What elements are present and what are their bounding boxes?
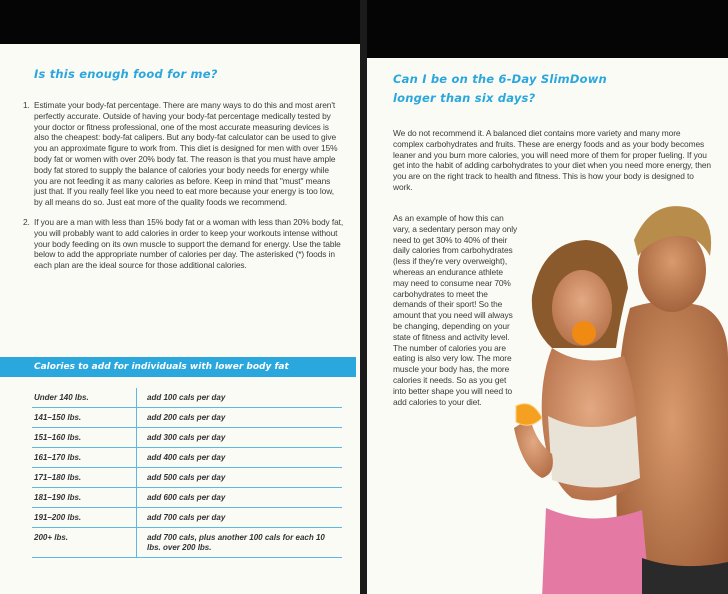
page-gutter bbox=[360, 0, 367, 594]
list-item: 2. If you are a man with less than 15% body fat or a woman with less than 20% body fat, you will probably want to add calories in order to keep your workouts intense without your body feeding on its own muscle to support the demand for energy. Use the table below to add the appropriate number of calories per day. The asterisked (*) foods in each plan are the ideal source for those additional calories. bbox=[32, 217, 344, 271]
calories-cell: add 100 cals per day bbox=[137, 388, 343, 408]
weight-cell: 200+ lbs. bbox=[32, 528, 137, 558]
table-row bbox=[32, 408, 342, 428]
weight-cell: 171–180 lbs. bbox=[32, 468, 137, 488]
right-page bbox=[367, 0, 728, 594]
couple-photo bbox=[512, 178, 728, 594]
table-row bbox=[32, 448, 342, 468]
left-heading: Is this enough food for me? bbox=[34, 67, 218, 81]
list-item: 1. Estimate your body-fat percentage. There are many ways to do this and most aren't perfectly accurate. Outside of having your body-fat percentage medically tested by your doctor or fitness professional, one of the most accurate measuring devices is also the cheapest: body-fat calipers. But any body-fat calculator can be used to give you an approximate figure to work from. This diet is designed for men with over 15% body fat or women with over 20% body fat. The reason is that you must have ample body fat stored to supply the balance of calories your body needs for energy while you are not feeding it as many calories as before. Keep in mind that "must" means just that. If you really feel like you need to eat more because your energy is too low, by all means do so. Just eat more of the quality foods we recommend. bbox=[32, 100, 344, 208]
calories-cell: add 400 cals per day bbox=[137, 448, 343, 468]
calories-cell: add 200 cals per day bbox=[137, 408, 343, 428]
weight-cell: 181–190 lbs. bbox=[32, 488, 137, 508]
paragraph-intro: We do not recommend it. A balanced diet contains more variety and many more complex carbohydrates and fruits. These are energy foods and as your body becomes leaner and you burn more calories, you will need more of them for proper fueling. If you get into the habit of adding carbohydrates to your diet when you need more energy, then you are on the right track to health and fitness. This is how your body is designed to work. bbox=[393, 128, 711, 192]
table-row bbox=[32, 508, 342, 528]
calories-cell: add 600 cals per day bbox=[137, 488, 343, 508]
paragraph-example: As an example of how this can vary, a sedentary person may only need to get 30% to 40% of their daily calories from carbohydrates (less if they're very overweight), whereas an endurance athlete may need to consume near 70% carbohydrates to meet the demands of their sport! So the amount that you need will always be changing, depending on your state of fitness and activity level. The number of calories you are eating is also very low. The more muscle your body has, the more calories it needs. So as you get into better shape you will need to add calories to your diet. bbox=[393, 213, 518, 407]
weight-cell: 151–160 lbs. bbox=[32, 428, 137, 448]
weight-cell: 141–150 lbs. bbox=[32, 408, 137, 428]
table-row bbox=[32, 488, 342, 508]
numbered-list bbox=[18, 100, 344, 280]
table-row bbox=[32, 528, 342, 558]
woman-skirt bbox=[542, 508, 650, 594]
left-page bbox=[0, 0, 360, 594]
table-row bbox=[32, 428, 342, 448]
table-heading-band: Calories to add for individuals with lower body fat bbox=[0, 357, 356, 377]
calories-cell: add 500 cals per day bbox=[137, 468, 343, 488]
orange-slice bbox=[516, 404, 542, 425]
calories-cell: add 700 cals per day bbox=[137, 508, 343, 528]
right-heading: Can I be on the 6-Day SlimDown longer than six days? bbox=[393, 72, 607, 105]
weight-cell: Under 140 lbs. bbox=[32, 388, 137, 408]
table-row bbox=[32, 468, 342, 488]
calories-cell: add 700 cals, plus another 100 cals for each 10 lbs. over 200 lbs. bbox=[137, 528, 343, 558]
weight-cell: 161–170 lbs. bbox=[32, 448, 137, 468]
calorie-table bbox=[32, 388, 342, 558]
orange-in-mouth bbox=[572, 321, 596, 345]
calories-cell: add 300 cals per day bbox=[137, 428, 343, 448]
weight-cell: 191–200 lbs. bbox=[32, 508, 137, 528]
table-row bbox=[32, 388, 342, 408]
